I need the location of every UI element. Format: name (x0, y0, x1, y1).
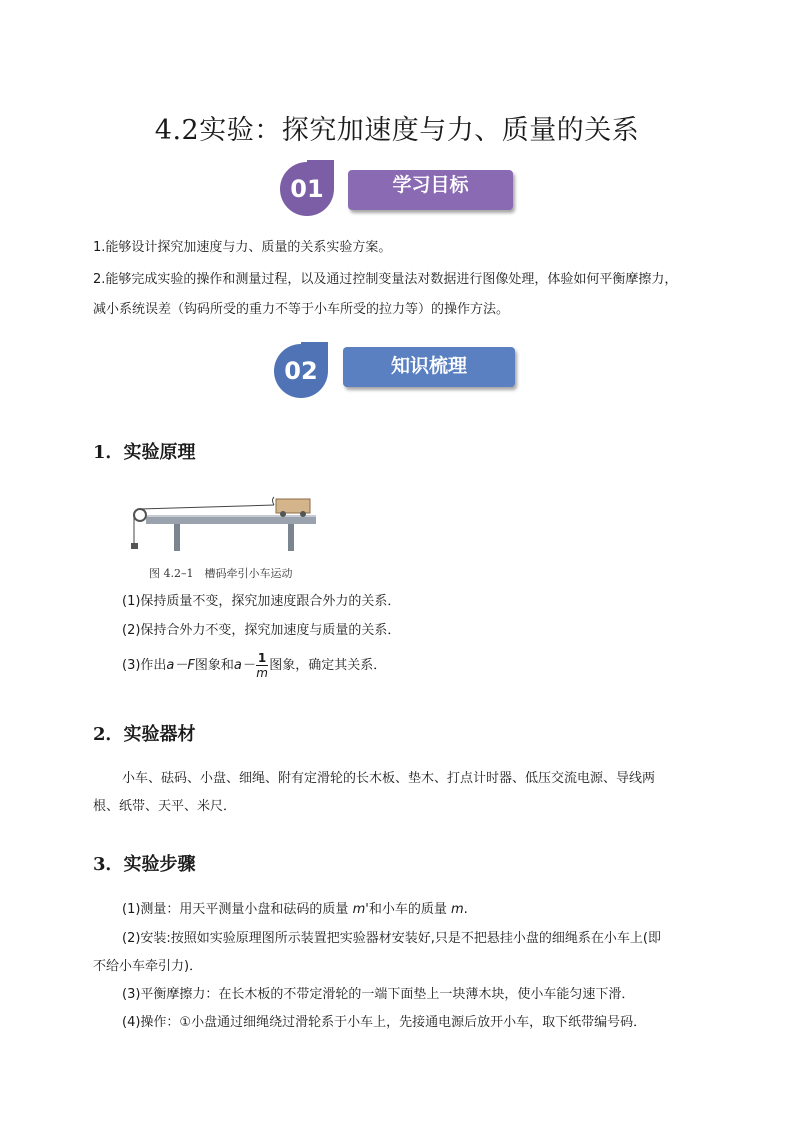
step1-mass-symbol-2: m (450, 902, 464, 917)
item3-expr1: a－F (166, 658, 195, 673)
item3-expr2: a－ (233, 658, 255, 673)
badge-number: 02 (284, 357, 318, 385)
fraction-denominator: m (256, 666, 268, 680)
step1-text: (1)测量：用天平测量小盘和砝码的质量 (122, 902, 353, 917)
principle-item-3 (122, 650, 386, 682)
fraction-numerator: 1 (257, 651, 267, 665)
step-1 (122, 900, 468, 920)
objective-2: 2.能够完成实验的操作和测量过程，以及通过控制变量法对数据进行图像处理，体验如何平衡摩擦力， (93, 272, 678, 287)
step1-mass-symbol: m' (352, 902, 369, 917)
step1-period: . (463, 902, 468, 917)
item3-prefix: (3)作出 (122, 658, 167, 673)
section-badge-knowledge (270, 340, 520, 400)
equipment-line-2: 根、纸带、天平、米尺． (93, 799, 237, 814)
objective-2-cont: 减小系统误差（钩码所受的重力不等于小车所受的拉力等）的操作方法。 (93, 302, 510, 317)
badge-label: 学习目标 (348, 170, 513, 210)
objective-1: 1.能够设计探究加速度与力、质量的关系实验方案。 (93, 240, 392, 255)
equipment-line-1: 小车、砝码、小盘、细绳、附有定滑轮的长木板、垫木、打点计时器、低压交流电源、导线两 (122, 771, 656, 786)
section-badge-objectives (276, 158, 521, 218)
badge-number: 01 (290, 175, 324, 203)
step-2-cont: 不给小车牵引力)． (93, 959, 203, 974)
item3-suffix: 图象，确定其关系． (269, 658, 387, 673)
step-4: (4)操作：①小盘通过细绳绕过滑轮系于小车上，先接通电源后放开小车，取下纸带编号码． (122, 1015, 647, 1030)
experiment-figure (128, 493, 320, 555)
step1-text-2: 和小车的质量 (368, 902, 451, 917)
badge-label: 知识梳理 (343, 347, 515, 387)
section-heading: 2．实验器材 (93, 724, 196, 745)
principle-item-1: (1)保持质量不变，探究加速度跟合外力的关系． (122, 594, 401, 609)
section-heading: 3．实验步骤 (93, 854, 196, 875)
principle-item-2: (2)保持合外力不变，探究加速度与质量的关系． (122, 623, 401, 638)
step-3: (3)平衡摩擦力：在长木板的不带定滑轮的一端下面垫上一块薄木块，使小车能匀速下滑． (122, 987, 635, 1002)
step-2: (2)安装:按照如实验原理图所示装置把实验器材安装好,只是不把悬挂小盘的细绳系在小车上(即 (122, 931, 661, 946)
item3-mid: 图象和 (194, 658, 234, 673)
page-title: 4.2实验：探究加速度与力、质量的关系 (154, 115, 640, 146)
fraction (256, 651, 268, 680)
figure-caption: 图 4.2–1 槽码牵引小车运动 (149, 567, 293, 580)
section-heading: 1．实验原理 (93, 442, 196, 463)
